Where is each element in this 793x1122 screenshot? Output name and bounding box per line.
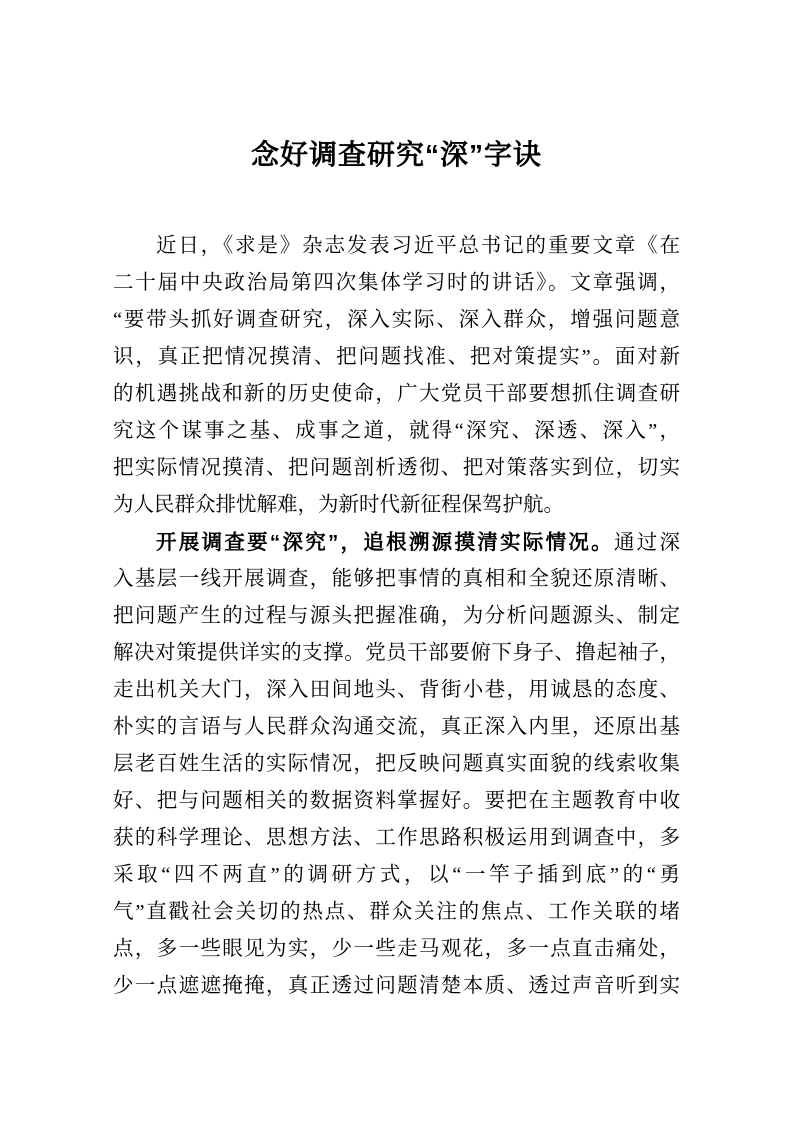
text-line xyxy=(113,302,680,339)
body-text: 少一点遮遮掩掩，真正透过问题清楚本质、透过声音听到实 xyxy=(113,975,680,997)
text-line xyxy=(113,709,680,746)
text-line xyxy=(113,820,680,857)
text-line xyxy=(113,487,680,524)
body-text: 为人民群众排忧解难，为新时代新征程保驾护航。 xyxy=(113,494,564,516)
body-text: 朴实的言语与人民群众沟通交流，真正深入内里，还原出基 xyxy=(113,716,680,738)
body-text: 的机遇挑战和新的历史使命，广大党员干部要想抓住调查研 xyxy=(113,383,680,405)
body-text: 解决对策提供详实的支撑。党员干部要俯下身子、撸起袖子， xyxy=(113,642,680,664)
body-text: 把实际情况摸清、把问题剖析透彻、把对策落实到位，切实 xyxy=(113,457,680,479)
body-text: 采取“四不两直”的调研方式，以“一竿子插到底”的“勇 xyxy=(113,864,680,886)
body-text: 层老百姓生活的实际情况，把反映问题真实面貌的线索收集 xyxy=(113,753,680,775)
text-line xyxy=(113,672,680,709)
bold-lead-text: 开展调查要“深究”，追根溯源摸清实际情况。 xyxy=(156,531,614,554)
text-line xyxy=(113,931,680,968)
text-line xyxy=(113,524,680,561)
text-line xyxy=(113,894,680,931)
text-line xyxy=(113,857,680,894)
text-line xyxy=(113,746,680,783)
text-line xyxy=(113,561,680,598)
text-line xyxy=(113,413,680,450)
body-text: 二十届中央政治局第四次集体学习时的讲话》。文章强调， xyxy=(113,272,680,294)
text-line xyxy=(113,376,680,413)
body-text: 通过深 xyxy=(613,532,680,554)
text-line xyxy=(113,783,680,820)
body-text: 究这个谋事之基、成事之道，就得“深究、深透、深入”， xyxy=(113,420,680,442)
text-line xyxy=(113,228,680,265)
text-line xyxy=(113,598,680,635)
text-line xyxy=(113,968,680,1005)
body-text: 走出机关大门，深入田间地头、背街小巷，用诚恳的态度、 xyxy=(113,679,680,701)
body-text: 入基层一线开展调查，能够把事情的真相和全貌还原清晰、 xyxy=(113,568,680,590)
body-text: 好、把与问题相关的数据资料掌握好。要把在主题教育中收 xyxy=(113,790,680,812)
body-text: 把问题产生的过程与源头把握准确，为分析问题源头、制定 xyxy=(113,605,680,627)
text-line xyxy=(113,635,680,672)
text-line xyxy=(113,265,680,302)
document-body xyxy=(113,228,680,1005)
text-line xyxy=(113,450,680,487)
document-title: 念好调查研究“深”字诀 xyxy=(250,139,542,170)
body-text: 识，真正把情况摸清、把问题找准、把对策提实”。面对新 xyxy=(113,346,680,368)
body-text: 近日，《求是》杂志发表习近平总书记的重要文章《在 xyxy=(156,235,680,257)
body-text: 获的科学理论、思想方法、工作思路积极运用到调查中，多 xyxy=(113,827,680,849)
body-text: 点，多一些眼见为实，少一些走马观花，多一点直击痛处， xyxy=(113,938,680,960)
body-text: 气”直戳社会关切的热点、群众关注的焦点、工作关联的堵 xyxy=(113,901,680,923)
body-text: “要带头抓好调查研究，深入实际、深入群众，增强问题意 xyxy=(113,309,680,331)
text-line xyxy=(113,339,680,376)
